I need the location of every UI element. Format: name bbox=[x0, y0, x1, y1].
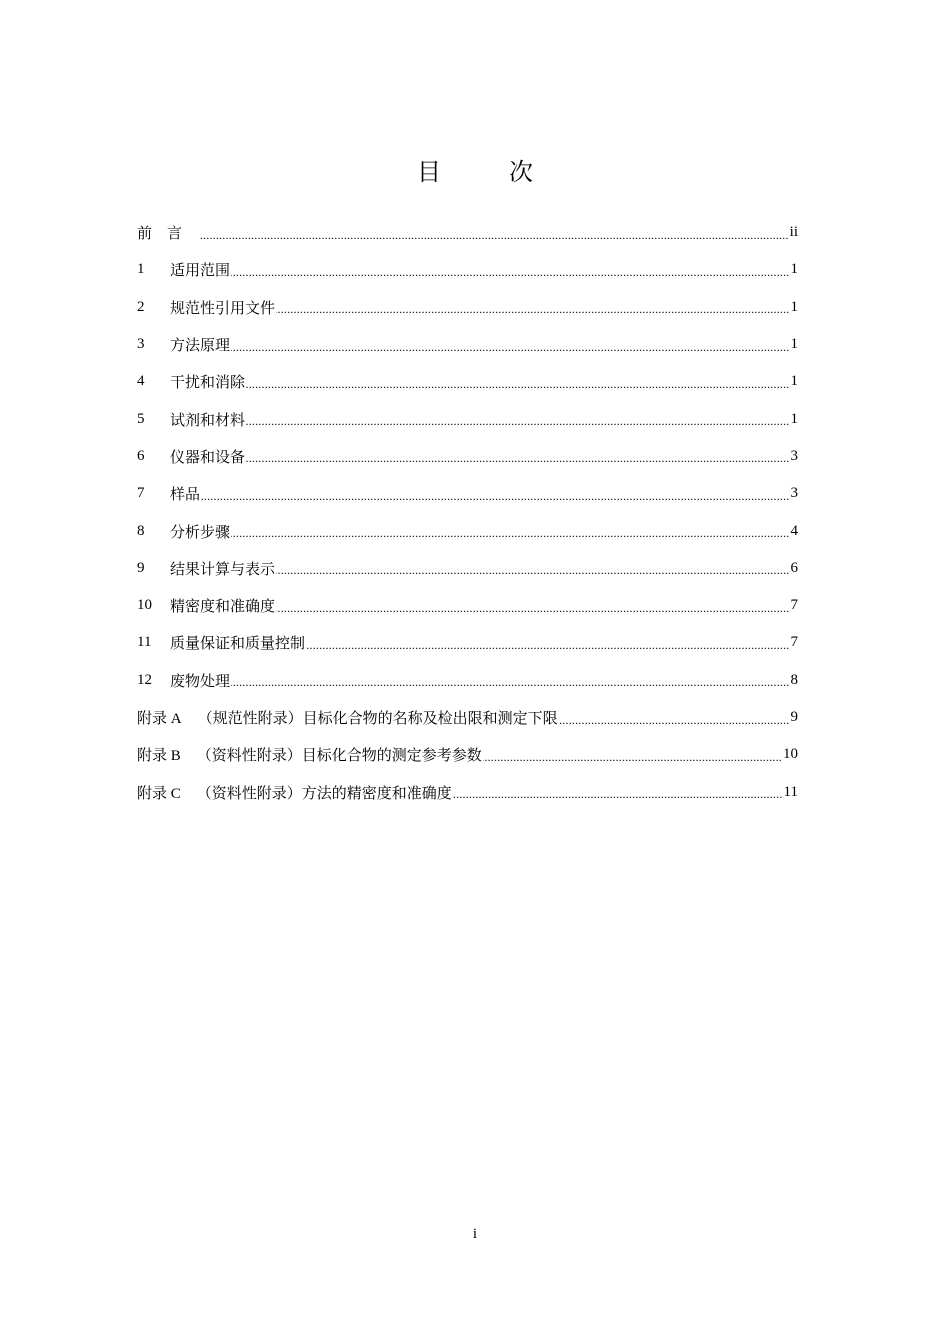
toc-entry-page: 1 bbox=[790, 410, 798, 427]
dot-leader bbox=[231, 675, 789, 691]
toc-entry-page: 3 bbox=[790, 447, 798, 464]
toc-entry-page: ii bbox=[789, 224, 798, 241]
toc-entry-number: 3 bbox=[137, 336, 145, 353]
dot-leader bbox=[231, 526, 789, 542]
toc-entry-11[interactable] bbox=[137, 624, 798, 661]
toc-entry-8[interactable] bbox=[137, 512, 798, 549]
toc-entry-page: 4 bbox=[790, 522, 798, 539]
toc-entry-2[interactable] bbox=[137, 289, 798, 326]
toc-entry-appendix-a[interactable] bbox=[137, 699, 798, 736]
toc-entry-number: 5 bbox=[137, 410, 145, 427]
dot-leader bbox=[201, 489, 789, 505]
dot-leader bbox=[559, 713, 790, 729]
toc-entry-number: 9 bbox=[137, 559, 145, 576]
toc-entry-1[interactable] bbox=[137, 251, 798, 288]
toc-entry-number: 6 bbox=[137, 447, 145, 464]
dot-leader bbox=[483, 750, 782, 766]
dot-leader bbox=[276, 601, 789, 617]
toc-entry-number: 8 bbox=[137, 522, 145, 539]
toc-entry-title: 规范性引用文件 bbox=[170, 298, 276, 317]
page-number: i bbox=[472, 1226, 478, 1242]
toc-entry-12[interactable] bbox=[137, 662, 798, 699]
toc-entry-page: 1 bbox=[790, 373, 798, 390]
toc-entry-title: 质量保证和质量控制 bbox=[170, 634, 306, 653]
toc-entry-number: 1 bbox=[137, 261, 145, 278]
dot-leader bbox=[276, 563, 789, 579]
toc-entry-page: 3 bbox=[790, 485, 798, 502]
page-title: 目 次 bbox=[417, 158, 555, 186]
toc-entry-number: 前 言 bbox=[137, 226, 183, 243]
dot-leader bbox=[306, 638, 789, 654]
toc-entry-page: 9 bbox=[790, 709, 798, 725]
toc-entry-number: 7 bbox=[137, 485, 145, 502]
toc-entry-number: 附录 A bbox=[137, 711, 182, 727]
toc-entry-page: 6 bbox=[790, 559, 798, 576]
toc-entry-10[interactable] bbox=[137, 587, 798, 624]
dot-leader bbox=[231, 265, 789, 281]
toc-entry-title: （资料性附录）目标化合物的测定参考参数 bbox=[196, 746, 482, 765]
dot-leader bbox=[246, 451, 789, 467]
toc-entry-number: 12 bbox=[137, 671, 152, 688]
toc-entry-appendix-c[interactable] bbox=[137, 773, 798, 810]
toc-entry-number: 4 bbox=[137, 373, 145, 390]
dot-leader bbox=[199, 228, 789, 244]
toc-entry-page: 11 bbox=[783, 783, 798, 800]
toc-entry-appendix-b[interactable] bbox=[137, 736, 798, 773]
toc-entry-page: 1 bbox=[790, 261, 798, 278]
toc-entry-page: 8 bbox=[790, 671, 798, 688]
toc-entry-title: 样品 bbox=[170, 485, 201, 504]
toc-entry-title: 方法原理 bbox=[170, 336, 231, 355]
toc-entry-title: （规范性附录）目标化合物的名称及检出限和测定下限 bbox=[197, 709, 558, 727]
toc-entry-title: 适用范围 bbox=[170, 261, 231, 280]
toc-entry-number: 附录 C bbox=[137, 785, 181, 802]
toc-entry-9[interactable] bbox=[137, 550, 798, 587]
dot-leader bbox=[231, 340, 789, 356]
toc-entry-title: 分析步骤 bbox=[170, 522, 231, 541]
toc-entry-page: 7 bbox=[790, 597, 798, 614]
toc-entry-number: 10 bbox=[137, 597, 152, 614]
toc-entry-title: 试剂和材料 bbox=[170, 410, 246, 429]
toc-entry-page: 1 bbox=[790, 298, 798, 315]
table-of-contents bbox=[137, 214, 798, 811]
dot-leader bbox=[246, 377, 789, 393]
toc-entry-page: 1 bbox=[790, 336, 798, 353]
dot-leader bbox=[453, 787, 783, 803]
toc-entry-title: （资料性附录）方法的精密度和准确度 bbox=[196, 783, 452, 802]
toc-entry-title: 废物处理 bbox=[170, 671, 231, 690]
toc-entry-6[interactable] bbox=[137, 438, 798, 475]
toc-entry-page: 10 bbox=[783, 746, 798, 763]
toc-entry-number: 11 bbox=[137, 634, 152, 651]
toc-entry-4[interactable] bbox=[137, 363, 798, 400]
toc-entry-number: 2 bbox=[137, 298, 145, 315]
toc-entry-title: 干扰和消除 bbox=[170, 373, 246, 392]
toc-entry-title: 精密度和准确度 bbox=[170, 597, 276, 616]
toc-entry-7[interactable] bbox=[137, 475, 798, 512]
toc-entry-5[interactable] bbox=[137, 400, 798, 437]
dot-leader bbox=[276, 302, 789, 318]
toc-entry-3[interactable] bbox=[137, 326, 798, 363]
dot-leader bbox=[246, 414, 789, 430]
toc-entry-number: 附录 B bbox=[137, 748, 181, 765]
toc-entry-title: 仪器和设备 bbox=[170, 447, 246, 466]
toc-entry-page: 7 bbox=[790, 634, 798, 651]
toc-entry-preface[interactable] bbox=[137, 214, 798, 251]
toc-entry-title: 结果计算与表示 bbox=[170, 559, 276, 578]
